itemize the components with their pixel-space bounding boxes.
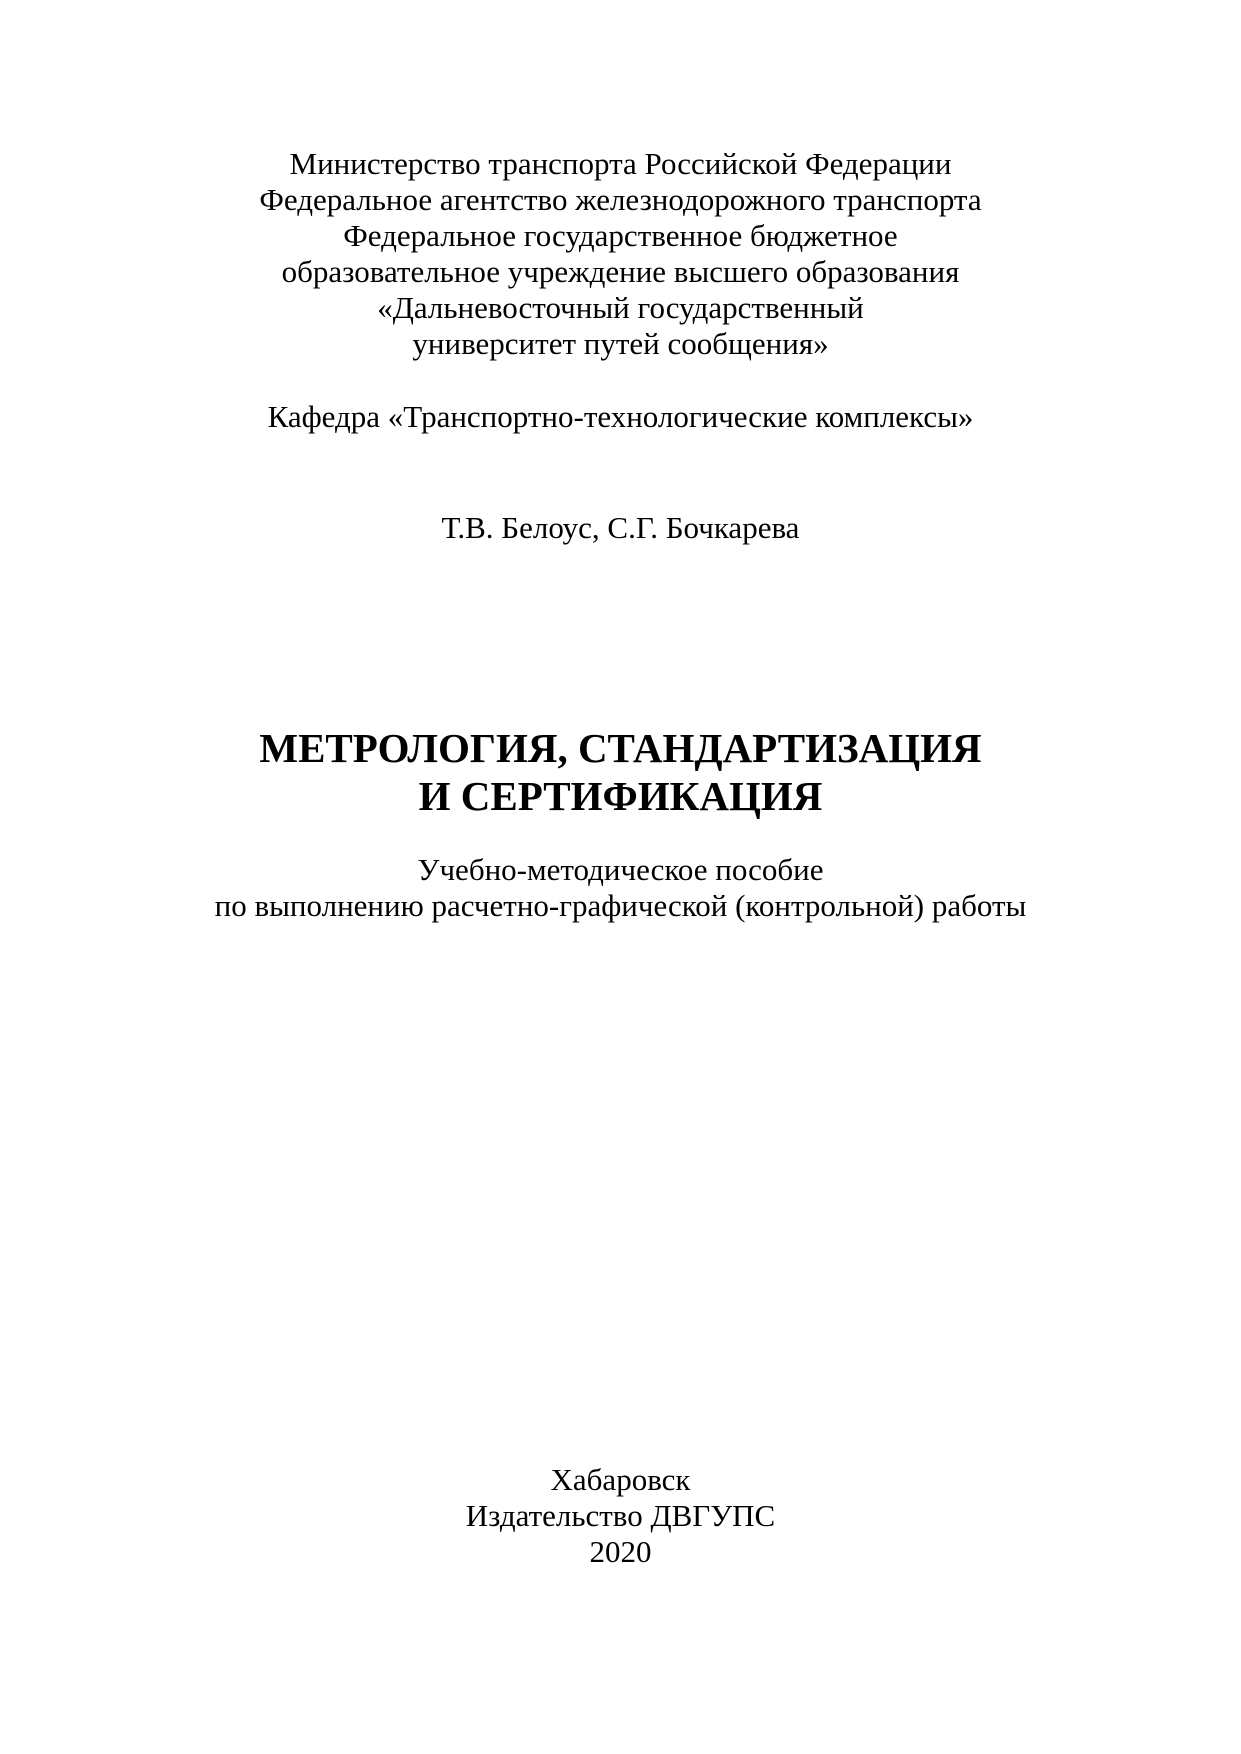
document-subtitle — [0, 852, 1241, 924]
imprint-publisher: Издательство ДВГУПС — [465, 1498, 776, 1533]
department — [0, 399, 1241, 435]
org-line-university-name-1: «Дальневосточный государственный — [377, 290, 864, 325]
org-line-institution-type: Федеральное государственное бюджетное — [343, 218, 898, 253]
org-line-ministry: Министерство транспорта Российской Федерации — [289, 146, 952, 181]
org-line-education-level: образовательное учреждение высшего образования — [281, 254, 960, 289]
title-line-1: МЕТРОЛОГИЯ, СТАНДАРТИЗАЦИЯ — [259, 725, 982, 771]
imprint-year: 2020 — [589, 1534, 652, 1569]
author-names: Т.В. Белоус, С.Г. Бочкарева — [441, 510, 800, 545]
title-line-2: И СЕРТИФИКАЦИЯ — [418, 773, 823, 819]
document-title — [0, 724, 1241, 820]
subtitle-line-1: Учебно-методическое пособие — [417, 852, 824, 887]
authors — [0, 510, 1241, 546]
org-line-university-name-2: университет путей сообщения» — [412, 326, 829, 361]
department-name: Кафедра «Транспортно-технологические комплексы» — [267, 399, 974, 434]
imprint-city: Хабаровск — [550, 1462, 691, 1497]
org-line-agency: Федеральное агентство железнодорожного транспорта — [259, 182, 982, 217]
imprint — [0, 1462, 1241, 1570]
subtitle-line-2: по выполнению расчетно-графической (контрольной) работы — [214, 888, 1027, 923]
organization-header — [0, 146, 1241, 362]
